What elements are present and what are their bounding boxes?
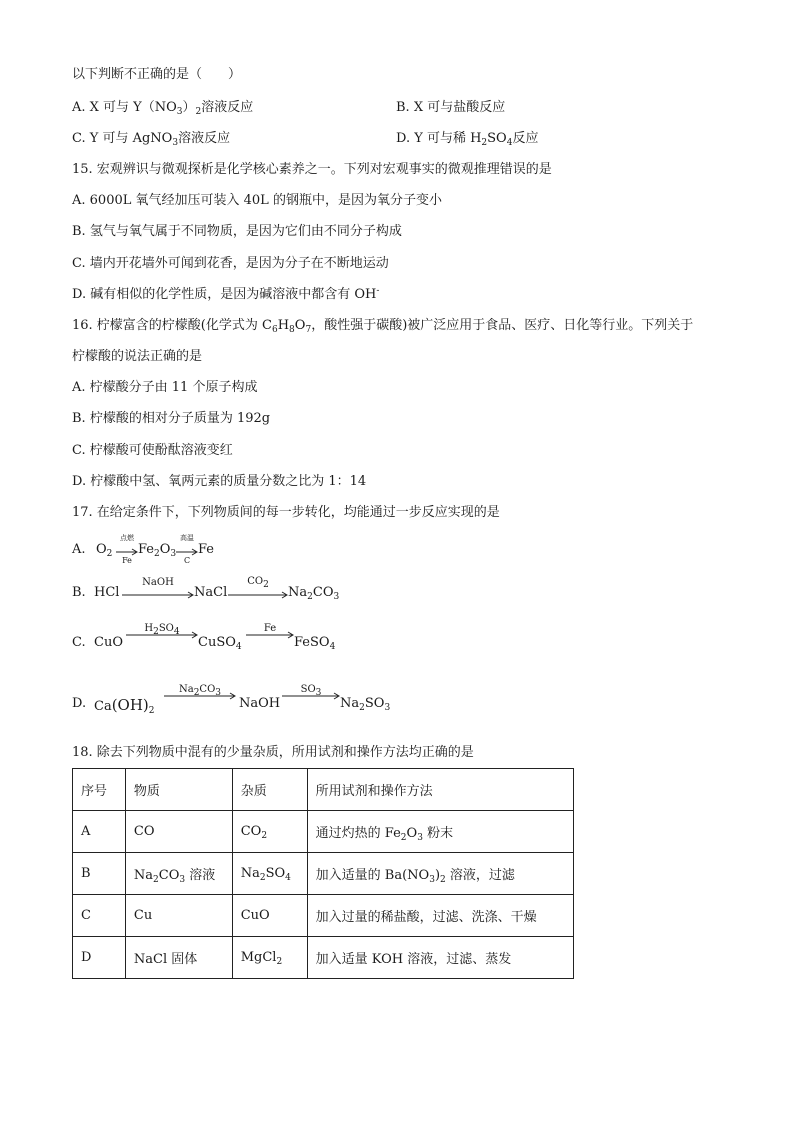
q17-a-arrow-2 bbox=[176, 548, 198, 556]
q17-a-cond-bot-2: C bbox=[183, 556, 191, 565]
q17-b-species-3: $Na_2CO_3$ bbox=[288, 585, 340, 602]
q15-option-a: A. 6000L 氧气经加压可装入 40L 的钢瓶中，是因为氧分子变小 bbox=[72, 193, 442, 208]
row-id: C bbox=[73, 895, 126, 937]
q14-stem: 以下判断不正确的是（ ） bbox=[72, 67, 242, 82]
q17-b-species-1: HCl bbox=[94, 585, 120, 600]
q17-c-species-1: CuO bbox=[94, 635, 123, 650]
q15-option-c: C. 墙内开花墙外可闻到花香，是因为分子在不断地运动 bbox=[72, 256, 389, 271]
q17-d-arrow-1 bbox=[164, 692, 236, 700]
row-id: D bbox=[73, 937, 126, 979]
q17-stem: 17. 在给定条件下，下列物质间的每一步转化，均能通过一步反应实现的是 bbox=[72, 505, 500, 520]
q17-d-arrow-2 bbox=[282, 692, 340, 700]
q17-a-arrow-1 bbox=[116, 548, 138, 556]
q17-c-species-3: FeSO$_4$ bbox=[294, 635, 336, 652]
q18-stem: 18. 除去下列物质中混有的少量杂质，所用试剂和操作方法均正确的是 bbox=[72, 745, 474, 760]
q17-b-cond-top-2: $CO_2$ bbox=[247, 576, 269, 590]
q17-d-cond-top-2: $SO_3$ bbox=[300, 684, 322, 698]
q14-option-d: D. Y 可与稀 $H_2SO_4$反应 bbox=[396, 131, 539, 148]
table-row bbox=[73, 895, 574, 937]
row-substance: Cu bbox=[125, 895, 232, 937]
table-row bbox=[73, 937, 574, 979]
q17-b-arrow-1 bbox=[122, 591, 194, 599]
header-cell: 杂质 bbox=[232, 769, 307, 811]
q17-option-c: C. CuO $H_2SO_4$ CuSO$_4$ Fe FeSO$_4$ bbox=[72, 623, 336, 652]
q18-table bbox=[72, 768, 574, 979]
q14-option-a: A. X 可与 $Y(NO_3)_2$溶液反应 bbox=[72, 100, 254, 117]
q17-a-species-2: $Fe_2O_3$ bbox=[138, 542, 177, 559]
row-id: A bbox=[73, 811, 126, 853]
q17-option-b: B. HCl NaOH NaCl $CO_2$ $Na_2CO_3$ bbox=[72, 576, 340, 602]
q17-option-d: D. $Ca(OH)_2$ $Na_2CO_3$ NaOH $SO_3$ $Na_2SO_3$ bbox=[72, 684, 391, 716]
q16-option-b: B. 柠檬酸的相对分子质量为 192g bbox=[72, 411, 271, 426]
header-cell: 序号 bbox=[73, 769, 126, 811]
q14-option-b: B. X 可与盐酸反应 bbox=[396, 100, 506, 115]
table-header-row bbox=[73, 769, 574, 811]
q15-option-b: B. 氢气与氧气属于不同物质，是因为它们由不同分子构成 bbox=[72, 224, 402, 239]
q16-option-d: D. 柠檬酸中氢、氧两元素的质量分数之比为 1：14 bbox=[72, 474, 367, 489]
q17-d-cond-top-1: $Na_2CO_3$ bbox=[178, 684, 222, 698]
row-impurity: CuO bbox=[232, 895, 307, 937]
q17-d-species-1: $Ca(OH)_2$ bbox=[94, 696, 155, 716]
row-substance: $Na_2CO_3$ 溶液 bbox=[125, 853, 232, 895]
q17-c-arrow-2 bbox=[246, 631, 294, 639]
q17-b-species-2: NaCl bbox=[194, 585, 228, 600]
table-row bbox=[73, 853, 574, 895]
q17-a-cond-bot-1: Fe bbox=[122, 556, 132, 565]
q16-option-c: C. 柠檬酸可使酚酞溶液变红 bbox=[72, 443, 233, 458]
q17-a-cond-top-2: 高温 bbox=[180, 534, 194, 542]
q17-d-species-3: $Na_2SO_3$ bbox=[340, 696, 391, 713]
q17-option-a: A. $O_2$ 点燃 Fe $Fe_2O_3$ 高温 C Fe bbox=[72, 534, 215, 565]
header-cell: 物质 bbox=[125, 769, 232, 811]
q17-c-cond-top-2: Fe bbox=[263, 623, 277, 634]
row-impurity: $CO_2$ bbox=[232, 811, 307, 853]
q16-stem-line2: 柠檬酸的说法正确的是 bbox=[72, 349, 203, 364]
q17-a-cond-top-1: 点燃 bbox=[120, 534, 134, 542]
q17-b-arrow-2 bbox=[228, 591, 288, 599]
q17-c-arrow-1 bbox=[126, 631, 198, 639]
q16-stem-line1: 16. 柠檬富含的柠檬酸(化学式为 $C_6H_8O_7$，酸性强于碳酸)被广泛应用于食品、医疗、日化等行业。下列关于 bbox=[72, 318, 694, 335]
q17-c-species-2: CuSO$_4$ bbox=[198, 635, 242, 652]
q17-a-species-1: $O_2$ bbox=[96, 542, 113, 559]
row-method: 加入适量 KOH 溶液，过滤、蒸发 bbox=[307, 937, 573, 979]
row-impurity: MgCl$_2$ bbox=[232, 937, 307, 979]
q17-b-cond-top-1: NaOH bbox=[142, 577, 174, 588]
table-row bbox=[73, 811, 574, 853]
row-method: 加入适量的 $Ba(NO_3)_2$ 溶液，过滤 bbox=[307, 853, 573, 895]
row-method: 通过灼热的 $Fe_2O_3$ 粉末 bbox=[307, 811, 573, 853]
row-substance: NaCl 固体 bbox=[125, 937, 232, 979]
q17-d-species-2: NaOH bbox=[239, 696, 281, 711]
q14-option-c: C. Y 可与 AgNO$_3$溶液反应 bbox=[72, 131, 231, 148]
q15-option-d: D. 碱有相似的化学性质，是因为碱溶液中都含有 OH- bbox=[72, 286, 380, 302]
q17-a-species-3: Fe bbox=[198, 542, 215, 557]
header-cell: 所用试剂和操作方法 bbox=[307, 769, 573, 811]
row-method: 加入过量的稀盐酸，过滤、洗涤、干燥 bbox=[307, 895, 573, 937]
row-id: B bbox=[73, 853, 126, 895]
row-impurity: $Na_2SO_4$ bbox=[232, 853, 307, 895]
q15-stem: 15. 宏观辨识与微观探析是化学核心素养之一。下列对宏观事实的微观推理错误的是 bbox=[72, 162, 552, 177]
q16-option-a: A. 柠檬酸分子由 11 个原子构成 bbox=[72, 380, 258, 395]
row-substance: CO bbox=[125, 811, 232, 853]
q17-c-cond-top-1: $H_2SO_4$ bbox=[144, 623, 180, 637]
